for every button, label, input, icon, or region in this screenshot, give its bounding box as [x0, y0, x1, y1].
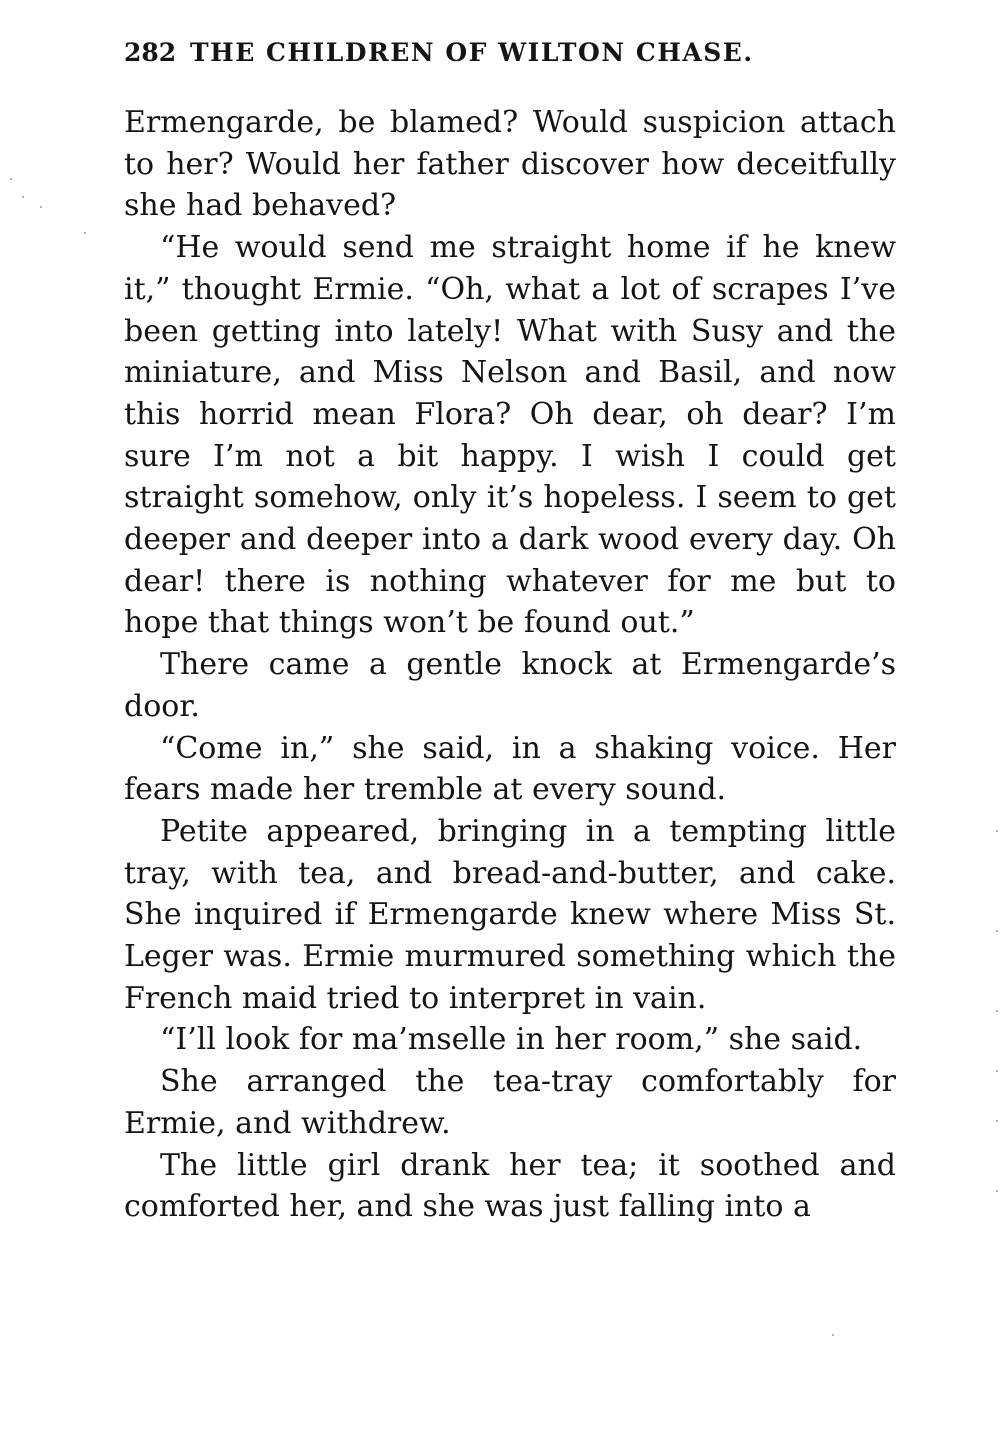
paragraph: She arranged the tea-tray comfortably for Ermie, and withdrew. [124, 1064, 896, 1141]
paper-speck [996, 930, 998, 932]
paper-speck [22, 196, 24, 198]
paragraph: “He would send me straight home if he knew it,” thought Ermie. “Oh, what a lot of scrapes I’ve been getting into lately! What with Susy and the miniature, and Miss Nelson and Basil, and now this horrid mean Flora? Oh dear, oh dear? I’m sure I’m not a bit happy. I wish I could get straight somehow, only it’s hopeless. I seem to get deeper and deeper into a dark wood every day. Oh dear! there is nothing whatever for me but to hope that things won’t be found out.” [124, 230, 896, 641]
paragraph: There came a gentle knock at Ermengarde’s door. [124, 647, 896, 724]
page-number: 282 [124, 38, 177, 67]
paragraph: Petite appeared, bringing in a tempting little tray, with tea, and bread-and-butter, and cake. She inquired if Ermengarde knew where Miss St. Leger was. Ermie murmured something which the French maid tried to interpret in vain. [124, 813, 896, 1016]
paper-speck [10, 178, 12, 180]
paragraph: “I’ll look for ma’mselle in her room,” she said. [160, 1022, 863, 1058]
paragraph: The little girl drank her tea; it soothed and comforted her, and she was just falling into a [124, 1147, 896, 1225]
paper-speck [996, 1120, 998, 1122]
paper-speck [996, 830, 998, 832]
paper-speck [84, 232, 86, 234]
paragraph: Ermengarde, be blamed? Would suspicion attach to her? Would her father discover how deceitfully she had behaved? [124, 105, 896, 224]
running-head [124, 36, 904, 70]
paper-speck [832, 1334, 834, 1336]
paragraph: “Come in,” she said, in a shaking voice. Her fears made her tremble at every sound. [124, 730, 896, 808]
body-text [124, 102, 896, 1228]
paper-speck [996, 1010, 998, 1012]
paper-speck [996, 1070, 998, 1072]
running-title: THE CHILDREN OF WILTON CHASE. [190, 38, 754, 67]
paper-speck [996, 1190, 998, 1192]
paper-speck [40, 206, 42, 208]
